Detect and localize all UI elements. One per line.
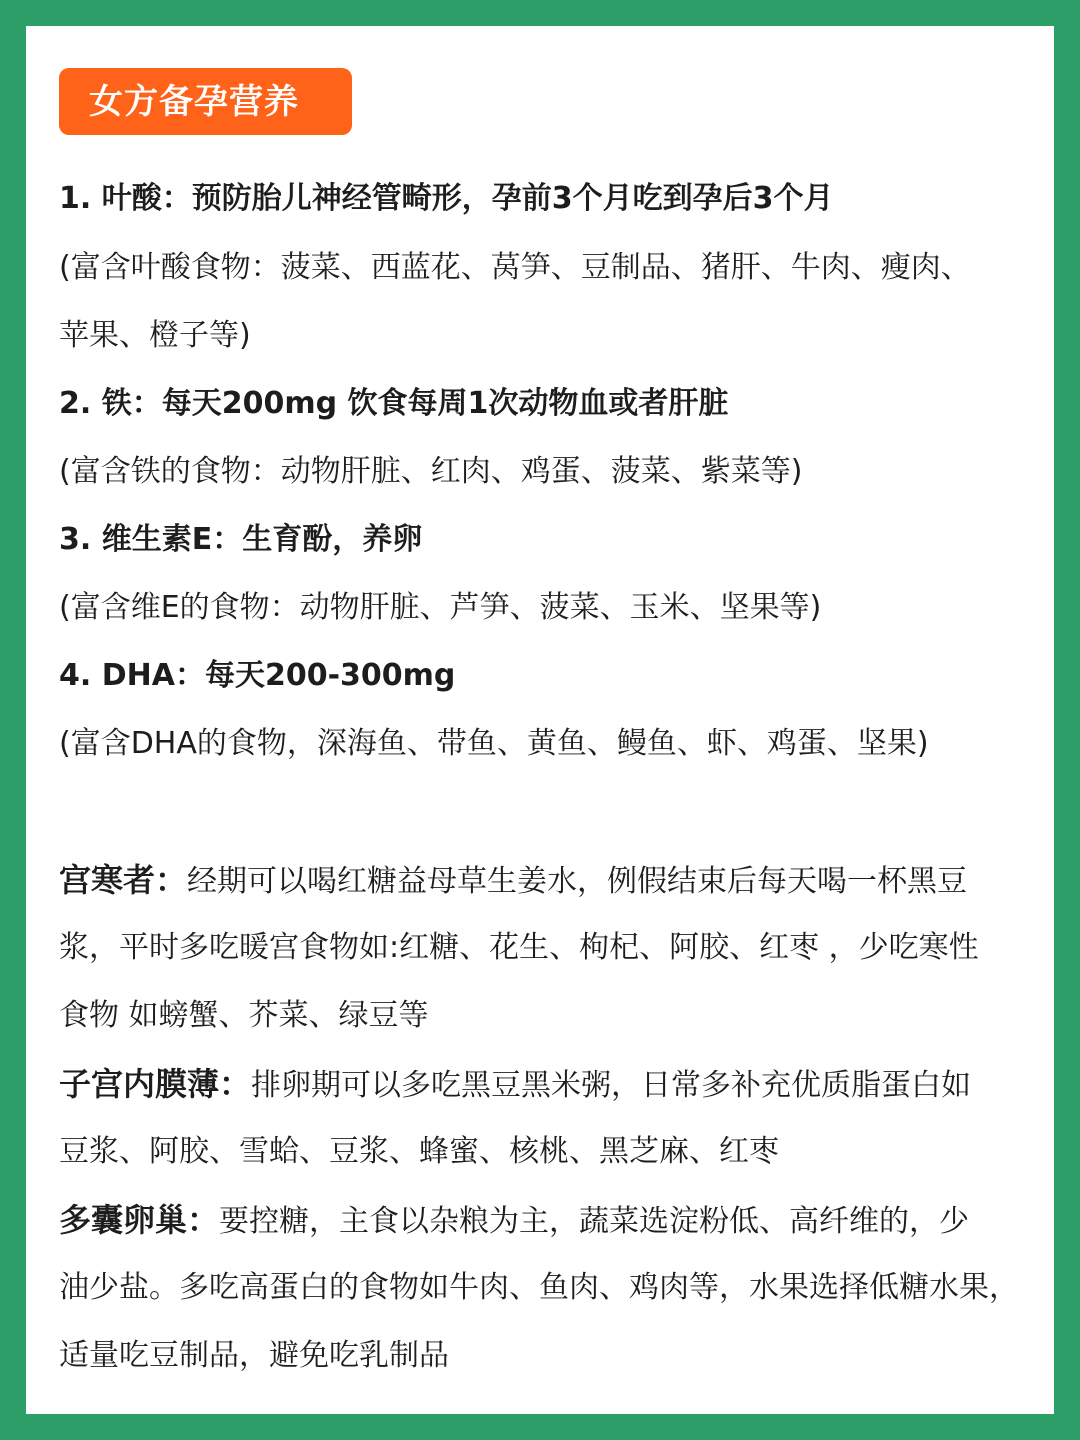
condition-thin-endometrium-label: 子宫内膜薄： [59, 1065, 252, 1103]
condition-pcos-text-1: 要控糖，主食以杂粮为主，蔬菜选淀粉低、高纤维的，少 [219, 1204, 970, 1239]
section-body-folic-acid-line-2: 苹果、橙子等) [59, 318, 251, 353]
section-heading-vitamin-e: 3. 维生素E：生育酚，养卵 [59, 522, 423, 557]
condition-pcos-line-1 [59, 1200, 969, 1242]
condition-thin-endometrium-line-2: 豆浆、阿胶、雪蛤、豆浆、蜂蜜、核桃、黑芝麻、红枣 [59, 1134, 779, 1169]
page-title: 女方备孕营养 [89, 82, 299, 122]
content-card [26, 26, 1054, 1414]
condition-pcos-label: 多囊卵巢： [59, 1201, 220, 1239]
section-heading-folic-acid: 1. 叶酸：预防胎儿神经管畸形，孕前3个月吃到孕后3个月 [59, 181, 834, 216]
section-body-vitamin-e-line-1: (富含维E的食物：动物肝脏、芦笋、菠菜、玉米、坚果等) [59, 590, 822, 625]
condition-cold-uterus-line-1 [59, 860, 967, 902]
condition-cold-uterus-line-3: 食物 如螃蟹、芥菜、绿豆等 [59, 998, 429, 1033]
title-badge [59, 68, 352, 135]
section-body-dha-line-1: (富含DHA的食物，深海鱼、带鱼、黄鱼、鳗鱼、虾、鸡蛋、坚果) [59, 726, 929, 761]
condition-pcos-line-2: 油少盐。多吃高蛋白的食物如牛肉、鱼肉、鸡肉等，水果选择低糖水果， [59, 1270, 1019, 1305]
section-body-folic-acid-line-1: (富含叶酸食物：菠菜、西蓝花、莴笋、豆制品、猪肝、牛肉、瘦肉、 [59, 250, 971, 285]
condition-cold-uterus-text-1: 经期可以喝红糖益母草生姜水，例假结束后每天喝一杯黑豆 [187, 864, 968, 899]
section-heading-dha: 4. DHA：每天200-300mg [59, 658, 456, 693]
condition-thin-endometrium-text-1: 排卵期可以多吃黑豆黑米粥，日常多补充优质脂蛋白如 [251, 1068, 972, 1103]
condition-cold-uterus-line-2: 浆，平时多吃暖宫食物如:红糖、花生、枸杞、阿胶、红枣 ，少吃寒性 [59, 930, 979, 965]
section-body-iron-line-1: (富含铁的食物：动物肝脏、红肉、鸡蛋、菠菜、紫菜等) [59, 454, 803, 489]
condition-pcos-line-3: 适量吃豆制品，避免吃乳制品 [59, 1338, 449, 1373]
condition-thin-endometrium-line-1 [59, 1064, 971, 1106]
condition-cold-uterus-label: 宫寒者： [59, 861, 188, 899]
section-heading-iron: 2. 铁：每天200mg 饮食每周1次动物血或者肝脏 [59, 386, 729, 421]
